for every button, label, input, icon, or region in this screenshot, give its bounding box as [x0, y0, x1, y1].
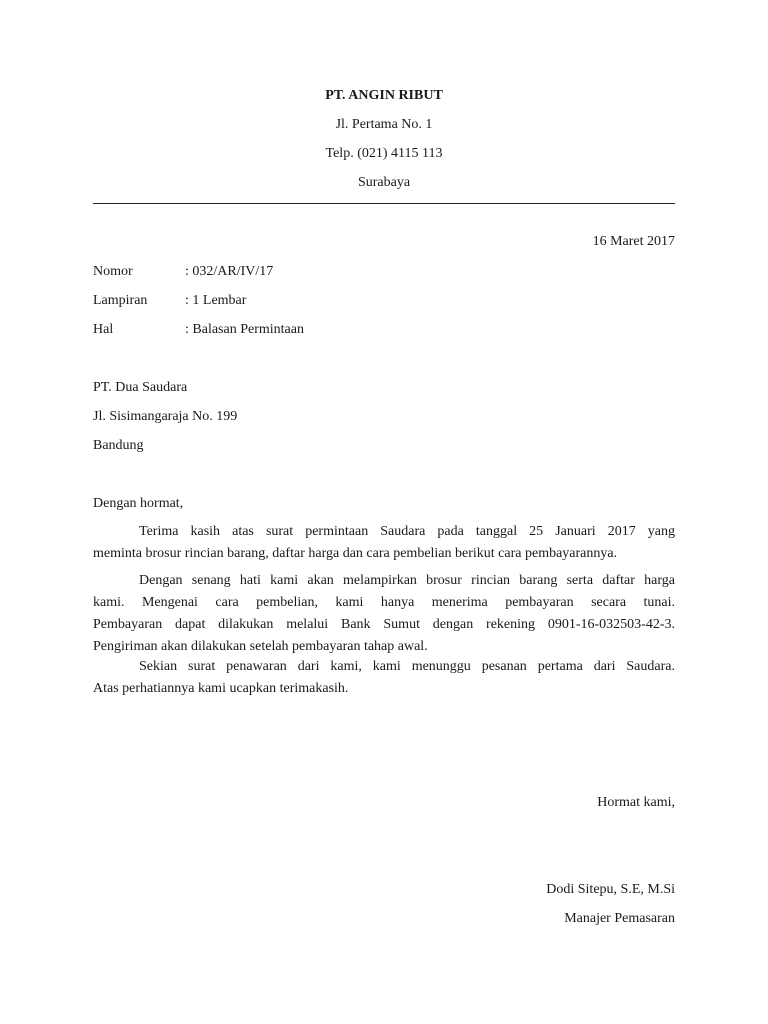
paragraph-1	[93, 524, 675, 568]
paragraph-line: kami. Mengenai cara pembelian, kami hanya menerima pembayaran secara tunai.	[93, 595, 675, 610]
paragraph-line: Sekian surat penawaran dari kami, kami menunggu pesanan pertama dari Saudara.	[139, 659, 675, 674]
paragraph-line: Pembayaran dapat dilakukan melalui Bank Sumut dengan rekening 0901-16-032503-42-3.	[93, 617, 675, 632]
recipient-name: PT. Dua Saudara	[93, 380, 188, 395]
recipient-city: Bandung	[93, 438, 144, 453]
paragraph-2	[93, 573, 675, 661]
paragraph-3	[93, 659, 675, 703]
company-address: Jl. Pertama No. 1	[335, 117, 433, 132]
paragraph-line: Terima kasih atas surat permintaan Saudara pada tanggal 25 Januari 2017 yang	[139, 524, 675, 539]
meta-value-hal: : Balasan Permintaan	[185, 322, 304, 337]
paragraph-line: Pengiriman akan dilakukan setelah pembayaran tahap awal.	[93, 639, 428, 654]
meta-label-nomor: Nomor	[93, 264, 133, 279]
signatory-name: Dodi Sitepu, S.E, M.Si	[546, 882, 675, 897]
company-city: Surabaya	[357, 175, 411, 190]
company-phone: Telp. (021) 4115 113	[325, 146, 443, 161]
closing: Hormat kami,	[597, 795, 675, 810]
paragraph-line: Atas perhatiannya kami ucapkan terimakasih.	[93, 681, 349, 696]
signatory-title: Manajer Pemasaran	[564, 911, 675, 926]
company-name: PT. ANGIN RIBUT	[325, 88, 443, 103]
paragraph-line: meminta brosur rincian barang, daftar harga dan cara pembelian berikut cara pembayarannya.	[93, 546, 618, 561]
letterhead-divider	[93, 203, 675, 204]
paragraph-line: Dengan senang hati kami akan melampirkan brosur rincian barang serta daftar harga	[139, 573, 675, 588]
meta-value-nomor: : 032/AR/IV/17	[185, 264, 274, 279]
salutation: Dengan hormat,	[93, 496, 184, 511]
meta-label-hal: Hal	[93, 322, 114, 337]
recipient-address: Jl. Sisimangaraja No. 199	[93, 409, 238, 424]
meta-label-lampiran: Lampiran	[93, 293, 148, 308]
letter-date: 16 Maret 2017	[592, 234, 675, 249]
meta-value-lampiran: : 1 Lembar	[185, 293, 247, 308]
